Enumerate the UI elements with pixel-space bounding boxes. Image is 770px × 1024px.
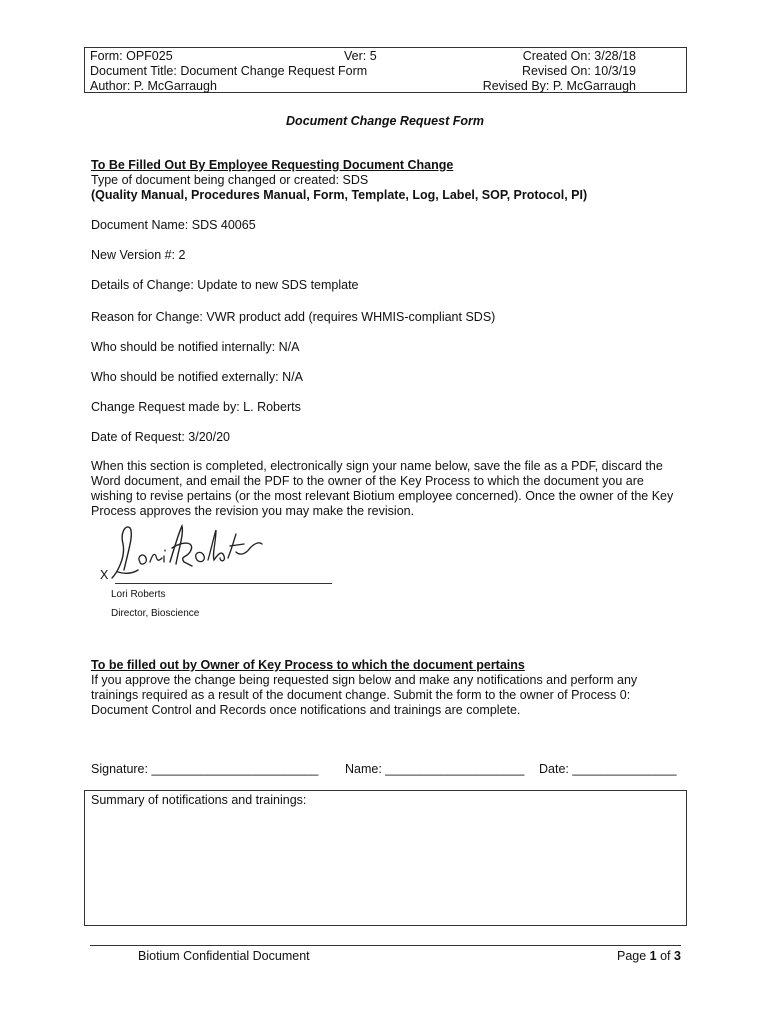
section1-heading: To Be Filled Out By Employee Requesting Document Change xyxy=(91,158,454,172)
page-current: 1 xyxy=(649,949,657,963)
footer-divider xyxy=(90,945,681,946)
owner-date-field[interactable]: Date: _______________ xyxy=(539,762,677,776)
page-title: Document Change Request Form xyxy=(286,114,484,128)
signature-x-mark: X xyxy=(100,568,109,582)
document-header-box xyxy=(84,47,687,93)
revised-on: Revised On: 10/3/19 xyxy=(522,64,636,78)
signer-title: Director, Bioscience xyxy=(111,608,200,619)
footer-confidential: Biotium Confidential Document xyxy=(138,949,310,963)
page-mid: of xyxy=(656,949,674,963)
document-title-line: Document Title: Document Change Request Form xyxy=(90,64,368,78)
page-total: 3 xyxy=(674,949,681,963)
handwritten-signature xyxy=(110,522,270,584)
revised-by: Revised By: P. McGarraugh xyxy=(482,79,636,93)
document-name: Document Name: SDS 40065 xyxy=(91,218,256,232)
document-type-options: (Quality Manual, Procedures Manual, Form, Template, Log, Label, SOP, Protocol, PI) xyxy=(91,188,588,202)
summary-box[interactable] xyxy=(84,790,687,926)
notify-external: Who should be notified externally: N/A xyxy=(91,370,303,384)
details-of-change: Details of Change: Update to new SDS template xyxy=(91,278,359,292)
notify-internal: Who should be notified internally: N/A xyxy=(91,340,300,354)
owner-signature-field[interactable]: Signature: ________________________ xyxy=(91,762,319,776)
section2-instructions: If you approve the change being requested sign below and make any notifications and perform any trainings required as a result of the document change. Submit the form to the owner of Process 0: Document Control and Records once notifications and trainings are complete. xyxy=(91,673,638,717)
document-type-line: Type of document being changed or created: SDS xyxy=(91,173,369,187)
section1-instructions: When this section is completed, electronically sign your name below, save the file as a PDF, discard the Word document, and email the PDF to the owner of the Key Process to which the document you are wishing to revise pertains (or the most relevant Biotium employee concerned). Once the owner of the Key Process approves the revision you may make the revision. xyxy=(91,459,674,518)
new-version: New Version #: 2 xyxy=(91,248,186,262)
created-on: Created On: 3/28/18 xyxy=(522,49,636,63)
signer-name: Lori Roberts xyxy=(111,589,166,600)
page-number xyxy=(617,949,681,963)
author-line: Author: P. McGarraugh xyxy=(90,79,217,93)
change-request-made-by: Change Request made by: L. Roberts xyxy=(91,400,301,414)
signature-line xyxy=(115,583,332,584)
section2-heading: To be filled out by Owner of Key Process to which the document pertains xyxy=(91,658,525,672)
summary-label: Summary of notifications and trainings: xyxy=(91,793,307,807)
page-prefix: Page xyxy=(617,949,650,963)
reason-for-change: Reason for Change: VWR product add (requires WHMIS-compliant SDS) xyxy=(91,310,496,324)
owner-name-field[interactable]: Name: ____________________ xyxy=(345,762,525,776)
form-version: Ver: 5 xyxy=(344,49,377,63)
date-of-request: Date of Request: 3/20/20 xyxy=(91,430,230,444)
form-number: Form: OPF025 xyxy=(90,49,173,63)
